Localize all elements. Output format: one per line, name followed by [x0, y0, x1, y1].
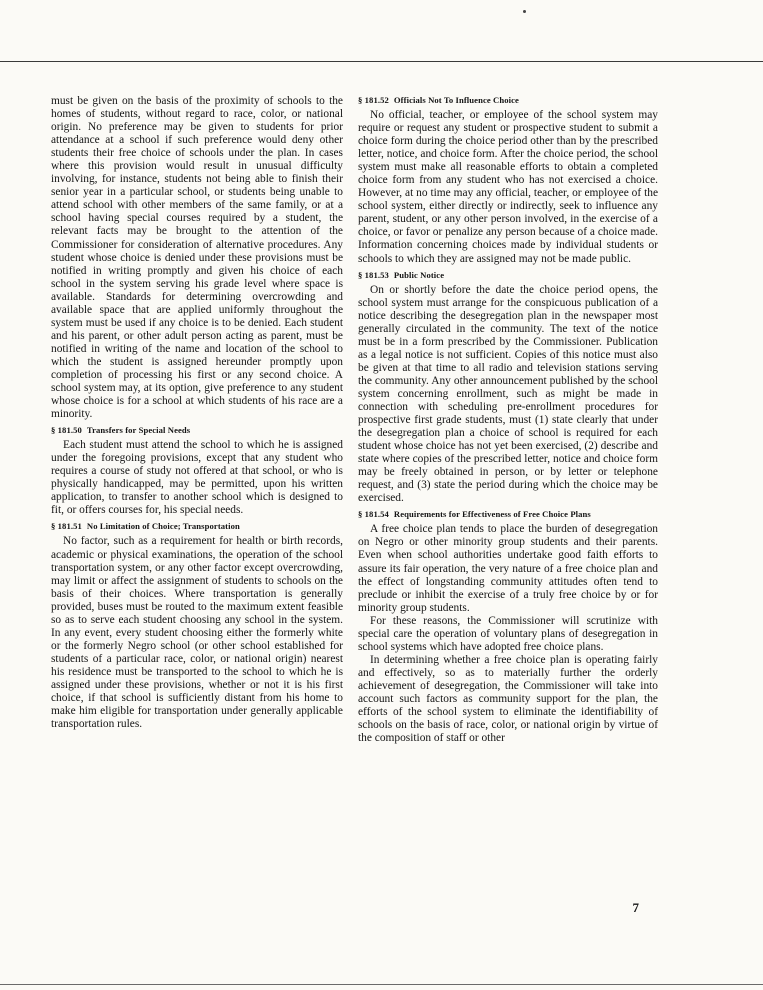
left-column [51, 95, 343, 731]
section-body-181-53: On or shortly before the date the choice period opens, the school system must arrange for the conspicuous publication of a notice describing the desegregation plan in the newspaper most generally circulated in the community. The text of the notice must be in a form prescribed by the Commissioner. Publication as a legal notice is not sufficient. Copies of this notice must also be given at that time to all radio and television stations serving the community. Any other announcement published by the school system concerning enrollment, such as might be made in connection with scheduling pre-enrollment procedures for prospective first grade students, must (1) state clearly that under the desegregation plan a choice of school is required for each student whose choice has not yet been exercised, (2) describe and state where copies of the prescribed letter, notice and choice form may be freely obtained in person, or by letter or telephone request, and (3) state the period during which the choice may be exercised. [358, 283, 658, 505]
section-body-181-54-p3: In determining whether a free choice plan is operating fairly and effectively, so as to materially further the orderly achievement of desegregation, the Commissioner will take into account such factors as community support for the plan, the efforts of the school system to eliminate the identifiability of schools on the basis of race, color, or national origin by virtue of the composition of staff or other [358, 653, 658, 745]
section-heading-181-54 [358, 509, 658, 520]
section-number: § 181.53 [358, 269, 389, 280]
bottom-rule [0, 984, 763, 985]
section-heading-181-53 [358, 270, 658, 281]
right-column [358, 95, 658, 745]
section-title: Officials Not To Influence Choice [393, 95, 519, 105]
continued-paragraph: must be given on the basis of the proximity of schools to the homes of students, without regard to race, color, or national origin. No preference may be given to students for prior attendance at a school if such preference would deny other students their free choice of schools under the plan. In cases where this provision would result in unusual difficulty involving, for instance, students not being able to finish their senior year in a particular school, or students being unable to attend school with other members of the same family, or at a school having special courses required by a student, the relevant facts may be brought to the attention of the Commissioner for consideration of alternative procedures. Any student whose choice is denied under these provisions must be notified in writing promptly and given his choice of each school in the system serving his grade level where space is available. Standards for determining overcrowding and available space that are applied uniformly throughout the system must be used if any choice is to be denied. Each student and his parent, or other adult person acting as parent, must be notified in writing of the name and location of the school to which the student is assigned hereunder promptly upon completion of processing his first or any second choice. A school system may, at its option, give preference to any student whose choice is for a school at which students of his race are a minority. [51, 95, 343, 421]
section-number: § 181.51 [51, 521, 82, 532]
section-title: Public Notice [393, 269, 445, 280]
section-title: Requirements for Effectiveness of Free Choice Plans [393, 509, 591, 520]
section-title: No Limitation of Choice; Transportation [86, 521, 240, 532]
scan-speck [523, 10, 526, 13]
section-title: Transfers for Special Needs [86, 425, 191, 436]
section-number: § 181.52 [358, 95, 389, 105]
section-body-181-54-p2: For these reasons, the Commissioner will scrutinize with special care the operation of voluntary plans of desegregation in school systems which have adopted free choice plans. [358, 614, 658, 653]
section-body-181-50: Each student must attend the school to which he is assigned under the foregoing provisions, except that any student who requires a course of study not offered at that school, or who is physically handicapped, may be permitted, upon his written application, to transfer to another school which is designed to fit, or offers courses for, his special needs. [51, 439, 343, 517]
section-number: § 181.54 [358, 509, 389, 520]
section-body-181-52: No official, teacher, or employee of the school system may require or request any student or prospective student to submit a choice form during the choice period other than by the prescribed letter, notice, and choice form. After the choice period, the school system must make all reasonable efforts to obtain a completed choice form from any student who has not exercised a choice. However, at no time may any official, teacher, or employee of the school system, either directly or indirectly, seek to influence any parent, student, or any other person involved, in the exercise of a choice, or favor or penalize any person because of a choice made. Information concerning choices made by individual students or schools to which they are assigned may not be made public. [358, 109, 658, 265]
section-body-181-51: No factor, such as a requirement for health or birth records, academic or physical examinations, the operation of the school transportation system, or any other factor except overcrowding, may limit or affect the assignment of students to schools on the basis of their choices. Where transportation is generally provided, buses must be routed to the maximum extent feasible so as to serve each student choosing any school in the system. In any event, every student choosing either the formerly white or the formerly Negro school (or other school established for students of a particular race, color, or national origin) nearest his residence must be transported to the school to which he is assigned under these provisions, whether or not it is his first choice, if that school is sufficiently distant from his home to make him eligible for transportation under generally applicable transportation rules. [51, 535, 343, 731]
section-heading-181-51 [51, 521, 343, 532]
top-rule [0, 61, 763, 62]
page-number: 7 [632, 900, 639, 915]
section-body-181-54-p1: A free choice plan tends to place the burden of desegregation on Negro or other minority group students and their parents. Even when school authorities undertake good faith efforts to assure its fair operation, the very nature of a free choice plan and the effect of longstanding community attitudes often tend to preclude or inhibit the exercise of a truly free choice by or for minority group students. [358, 523, 658, 614]
section-number: § 181.50 [51, 425, 82, 436]
section-heading-181-52 [358, 95, 658, 106]
section-heading-181-50 [51, 425, 343, 436]
